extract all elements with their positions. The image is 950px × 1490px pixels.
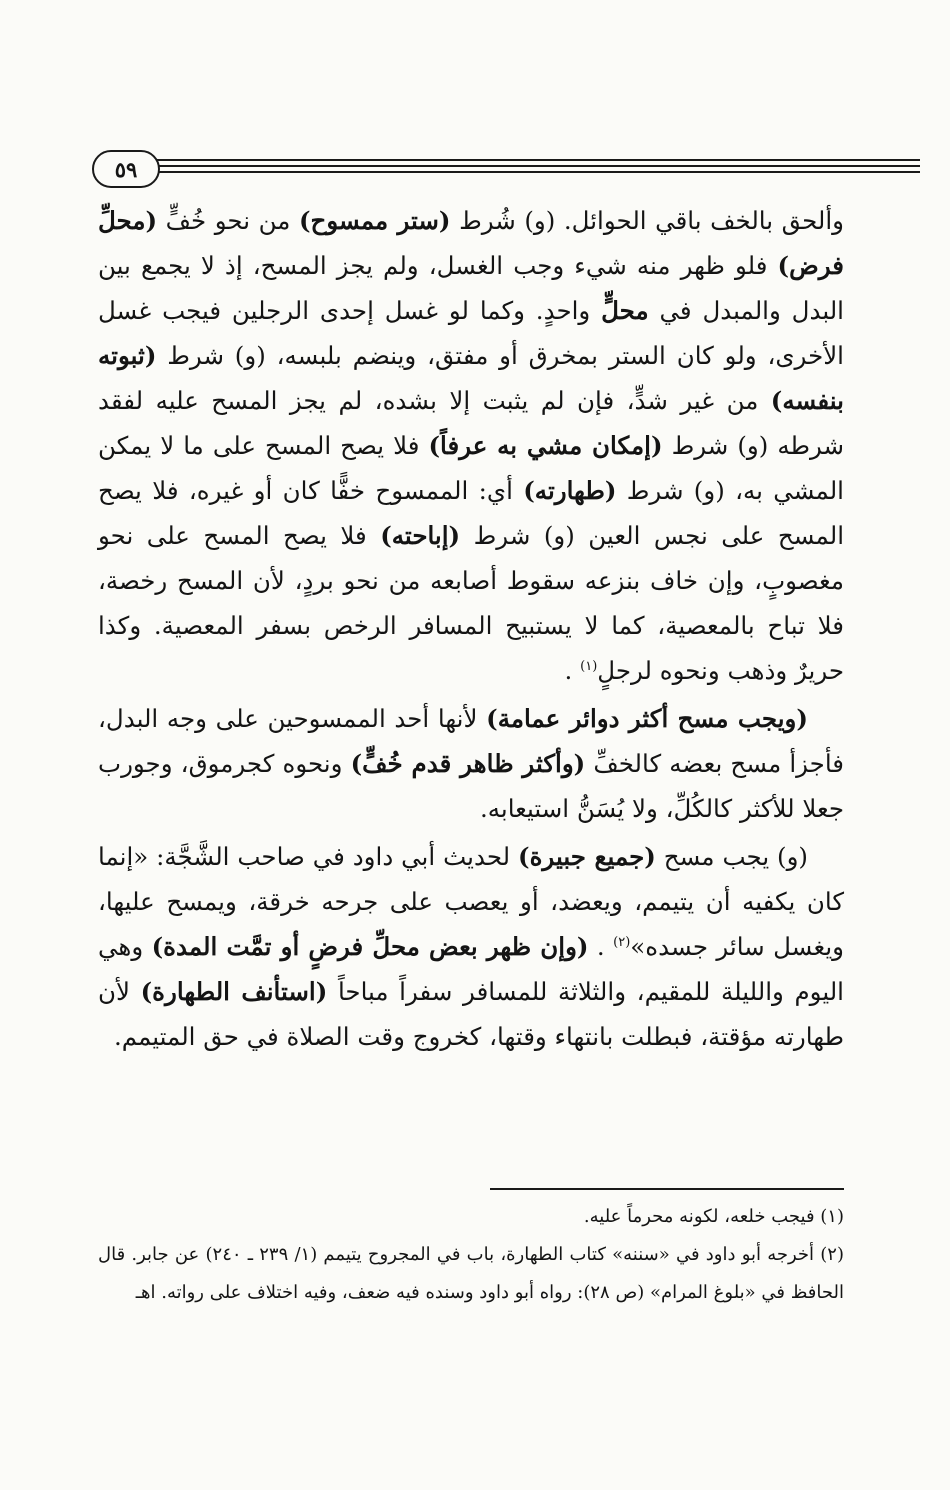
commentary-text: (و) يجب مسح: [655, 842, 808, 871]
bold-matn-text: (جميع جبيرة): [518, 842, 656, 871]
commentary-text: فلا يصح المسح على نحو مغصوبٍ، وإن خاف بنزعه سقوط أصابعه من نحو بردٍ، لأن المسح رخصة، فلا تباح بالمعصية، كما لا يستبيح المسافر الرخص بسفر المعصية. وكذا حريرٌ وذهب ونحوه لرجلٍ: [98, 521, 844, 685]
commentary-text: أي: الممسوح خفًّا كان أو غيره، فلا يصح المسح على نجس العين (و) شرط: [98, 476, 844, 550]
header-rule: [152, 165, 920, 167]
bold-matn-text: (طهارته): [523, 476, 617, 505]
bold-matn-text: (استأنف الطهارة): [140, 977, 328, 1006]
bold-matn-text: (ستر ممسوح): [298, 206, 451, 235]
bold-matn-text: (وإن ظهر بعض محلِّ فرضٍ أو تمَّت المدة): [151, 932, 589, 961]
footnote-2: (٢) أخرجه أبو داود في «سننه» كتاب الطهارة، باب في المجروح يتيمم (١/ ٢٣٩ ـ ٢٤٠) عن جابر. قال الحافظ في «بلوغ المرام» (ص ٢٨): رواه أبو داود وسنده فيه ضعف، وفيه اختلاف على رواته. اهـ: [98, 1244, 844, 1303]
bold-matn-text: (ثبوته بنفسه): [98, 341, 844, 415]
paragraph-3: [98, 834, 844, 1059]
commentary-text: .: [588, 932, 614, 961]
commentary-text: من غير شدٍّ، فإن لم يثبت إلا بشده، لم يجز المسح عليه لفقد شرطه (و) شرط: [98, 386, 845, 460]
footnote-separator: [490, 1188, 844, 1190]
commentary-text: ونحوه كجرموق، وجورب جعلا للأكثر كالكُلِّ، ولا يُسَنُّ استيعابه.: [98, 749, 844, 823]
bold-matn-text: (وأكثر ظاهر قدم خُفٍّ): [350, 749, 586, 778]
header-rule: [152, 159, 920, 161]
bold-matn-text: (محلِّ فرض): [98, 206, 844, 280]
commentary-text: لأنها أحد الممسوحين على وجه البدل، فأجزأ مسح بعضه كالخفِّ: [98, 704, 845, 778]
commentary-text: من نحو خُفٍّ: [157, 206, 299, 235]
commentary-text: لأن طهارته مؤقتة، فبطلت بانتهاء وقتها، كخروج وقت الصلاة في حق المتيمم.: [98, 977, 844, 1051]
commentary-text: فلو ظهر منه شيء وجب الغسل، ولم يجز المسح، إذ لا يجمع بين البدل والمبدل في: [98, 251, 844, 325]
commentary-text: فلا يصح المسح على ما لا يمكن المشي به، (و) شرط: [98, 431, 844, 505]
bold-matn-text: (إباحته): [380, 521, 461, 550]
footnotes: [98, 1198, 844, 1312]
paragraph-1: [98, 198, 844, 693]
page-number: ٥٩: [92, 150, 160, 188]
commentary-text: واحدٍ. وكما لو غسل إحدى الرجلين فيجب غسل الأخرى، ولو كان الستر بمخرق أو مفتق، وينضم بلبسه، (و) شرط: [98, 296, 844, 370]
page-header: [92, 150, 920, 190]
commentary-text: وألحق بالخف باقي الحوائل. (و) شُرط: [450, 206, 844, 235]
header-rule: [152, 171, 920, 173]
bold-matn-text: محلٍّ: [601, 296, 649, 325]
footnote-1: (١) فيجب خلعه، لكونه محرماً عليه.: [583, 1206, 844, 1227]
paragraph-2: [98, 696, 844, 831]
main-text: [98, 198, 844, 1059]
bold-matn-text: (ويجب مسح أكثر دوائر عمامة): [486, 704, 808, 733]
footnote-reference: (١): [580, 658, 598, 674]
commentary-text: وهي اليوم والليلة للمقيم، والثلاثة للمسافر سفراً مباحاً: [98, 932, 844, 1006]
commentary-text: .: [564, 656, 581, 685]
commentary-text: لحديث أبي داود في صاحب الشَّجَّة: «إنما كان يكفيه أن يتيمم، ويعضد، أو يعصب على جرحه خرقة، ويمسح عليها، ويغسل سائر جسده»: [98, 842, 844, 961]
footnote-reference: (٢): [613, 934, 631, 950]
bold-matn-text: (إمكان مشي به عرفاً): [428, 431, 663, 460]
